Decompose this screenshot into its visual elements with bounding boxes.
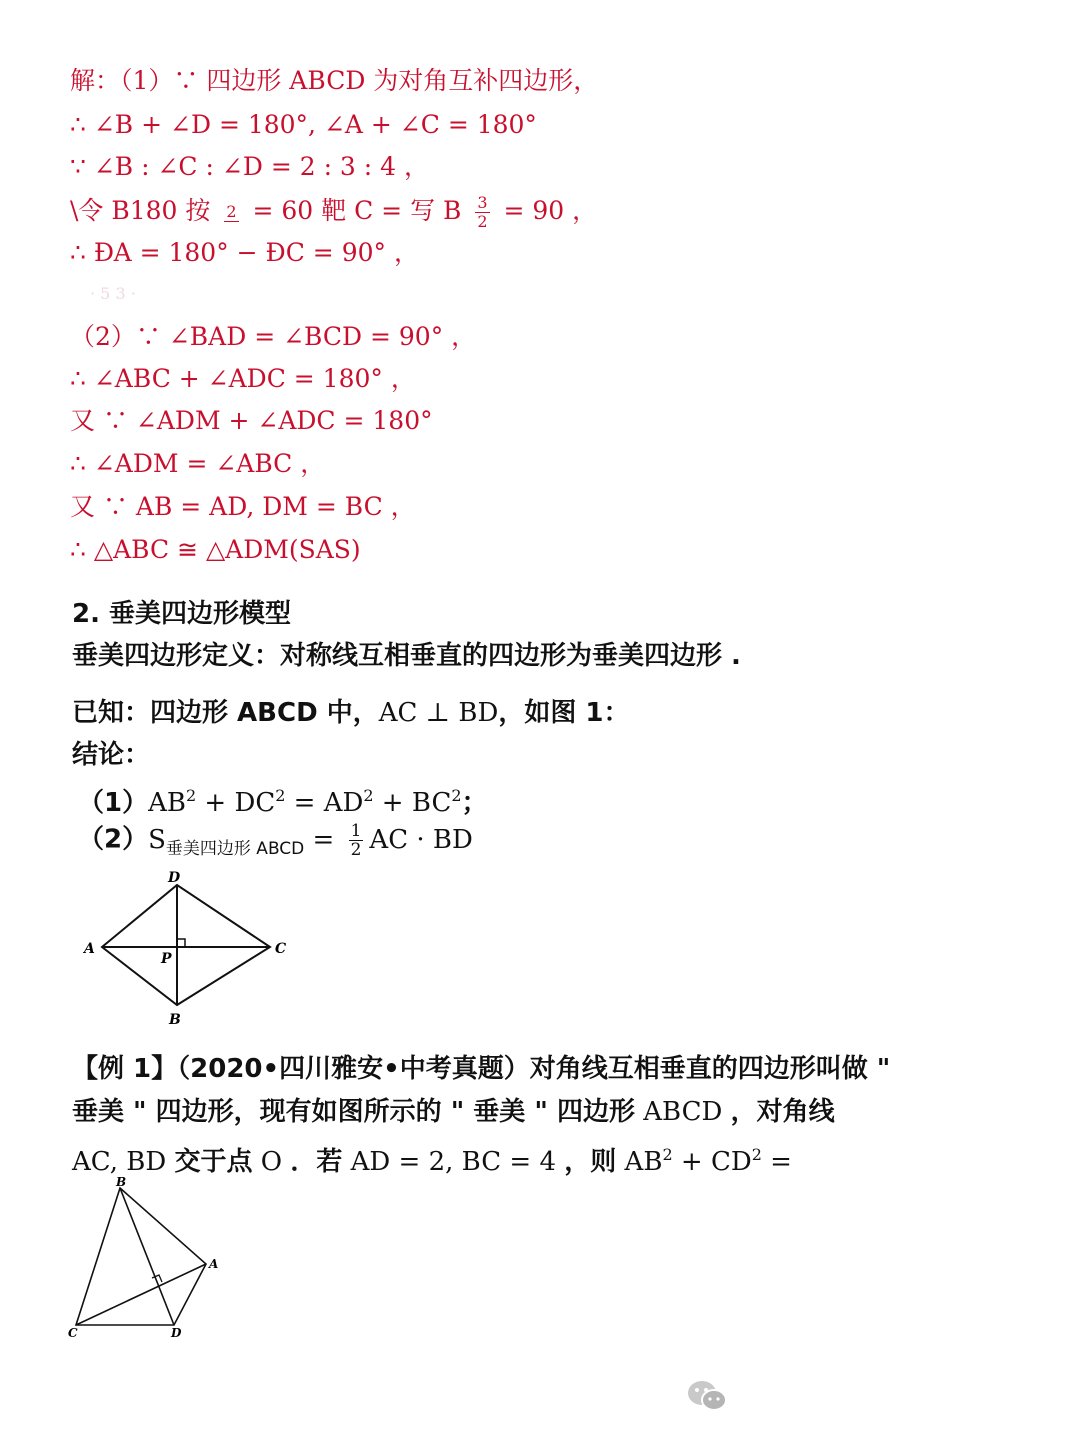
example-line-3b: 交于点: [174, 1147, 253, 1177]
given-text: [72, 697, 629, 729]
label-A2: A: [209, 1257, 219, 1271]
example-line-1: 【例 1】（2020•四川雅安•中考真题）对角线互相垂直的四边形叫做 ": [72, 1054, 891, 1084]
label-D2: D: [171, 1326, 182, 1340]
conclusion-label: 结论：: [72, 740, 151, 770]
label-C: C: [275, 941, 287, 957]
conclusion-2: [78, 822, 473, 865]
example-line-3f: ，则: [564, 1147, 617, 1177]
solution-line-4b: = 60 靶 C = 写 B: [252, 196, 462, 225]
solution-line-1: 解：（1）∵ 四边形 ABCD 为对角互补四边形，: [70, 66, 599, 95]
fraction-a: 2: [226, 202, 237, 221]
c1-tail: ；: [461, 788, 488, 818]
solution-line-9: ∴ ∠ADM = ∠ABC ，: [70, 449, 326, 478]
figure-2: [64, 1174, 234, 1344]
solution-line-11: ∴ △ABC ≅ △ADM(SAS): [70, 535, 361, 564]
label-P: P: [161, 951, 172, 967]
conclusion-1: [78, 780, 488, 819]
figure-1: [80, 866, 300, 1030]
fraction-b: $\frac{3}{2}$: [477, 193, 488, 231]
given-suffix: ，如图 1：: [498, 698, 630, 728]
example-line-2c: ，对角线: [730, 1097, 835, 1127]
definition-text: 垂美四边形定义：对称线互相垂直的四边形为垂美四边形 .: [72, 641, 741, 671]
example-line-3c: O: [252, 1147, 291, 1177]
c1-label: （1）: [78, 788, 149, 818]
label-B2: B: [116, 1175, 127, 1189]
example-line-2a: 垂美 " 四边形，现有如图所示的 " 垂美 " 四边形: [72, 1097, 635, 1127]
example-line-3: [72, 1139, 792, 1178]
example-line-3e: AD = 2, BC = 4: [342, 1147, 565, 1177]
right-angle-mark: [177, 939, 185, 947]
solution-line-7: ∴ ∠ABC + ∠ADC = 180° ，: [70, 364, 416, 393]
c2-math: $S_{垂美四边形 ABCD}$ = $\frac{1}{2}$ AC · BD: [148, 821, 473, 860]
figure-2-diagonal-bd: [120, 1188, 174, 1325]
section-heading: 2. 垂美四边形模型: [72, 599, 292, 629]
label-A: A: [84, 941, 95, 957]
solution-line-3: ∵ ∠B : ∠C : ∠D = 2 : 3 : 4 ，: [70, 152, 430, 181]
example-line-3d: ．若: [290, 1147, 343, 1177]
solution-line-4a: \令 B180 按: [70, 196, 211, 225]
example-line-2b: ABCD: [634, 1097, 731, 1127]
c1-math: $AB^2 + DC^2 = AD^2 + BC^2$: [148, 786, 462, 818]
given-prefix: 已知：四边形 ABCD 中，: [72, 698, 379, 728]
figure-1-quadrilateral: [102, 885, 270, 1005]
example-line-2: [72, 1096, 835, 1128]
label-B: B: [169, 1012, 181, 1028]
example-line-3-math: $AB^2 + CD^2$ =: [616, 1145, 792, 1177]
label-C2: C: [68, 1326, 78, 1340]
faded-text: · 5 3 ·: [90, 284, 136, 303]
solution-line-4: [70, 194, 597, 231]
solution-line-4c: = 90 ，: [503, 196, 598, 225]
solution-line-2: ∴ ∠B + ∠D = 180°, ∠A + ∠C = 180°: [70, 110, 537, 139]
wechat-icon: [686, 1378, 730, 1414]
figure-2-quadrilateral: [76, 1188, 206, 1325]
figure-2-diagonal-ac: [76, 1264, 206, 1325]
given-math: AC ⊥ BD: [378, 698, 499, 728]
solution-line-6: （2）∵ ∠BAD = ∠BCD = 90° ，: [70, 322, 477, 351]
example-line-3a: AC, BD: [72, 1147, 175, 1177]
solution-line-5: ∴ ÐA = 180° − ÐC = 90° ，: [70, 238, 419, 267]
label-D: D: [168, 870, 181, 886]
c2-label: （2）: [78, 824, 149, 855]
solution-line-8: 又 ∵ ∠ADM + ∠ADC = 180°: [70, 406, 433, 435]
solution-line-10: 又 ∵ AB = AD, DM = BC ，: [70, 492, 416, 521]
